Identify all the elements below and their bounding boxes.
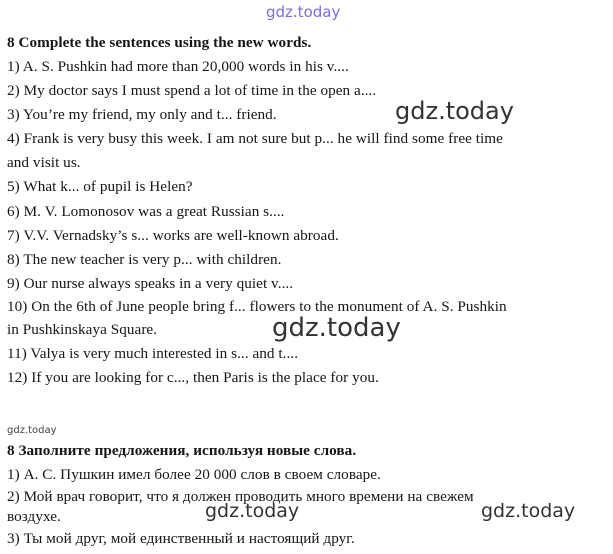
sentence-5: 5) What k... of pupil is Helen?: [7, 178, 193, 195]
sentence-8: 8) The new teacher is very p... with children.: [7, 251, 282, 268]
sentence-7: 7) V.V. Vernadsky’s s... works are well-known abroad.: [7, 227, 339, 244]
watermark-bottom-right: gdz.today: [481, 500, 576, 522]
watermark-mid-1: gdz.today: [395, 97, 514, 125]
sentence-11: 11) Valya is very much interested in s... and t....: [7, 345, 299, 362]
watermark-top: gdz.today: [266, 3, 341, 21]
sentence-10-continued: in Pushkinskaya Square.: [7, 321, 158, 338]
sentence-6: 6) M. V. Lomonosov was a great Russian s....: [7, 203, 285, 220]
sentence-12: 12) If you are looking for c..., then Paris is the place for you.: [7, 369, 379, 386]
sentence-4: 4) Frank is very busy this week. I am not sure but p... he will find some free time: [7, 130, 503, 147]
sentence-1: 1) A. S. Pushkin had more than 20,000 words in his v....: [7, 58, 349, 75]
translation-1: 1) А. С. Пушкин имел более 20 000 слов в своем словаре.: [7, 466, 381, 483]
sentence-3: 3) You’re my friend, my only and t... friend.: [7, 106, 277, 123]
sentence-10: 10) On the 6th of June people bring f... flowers to the monument of A. S. Pushkin: [7, 298, 507, 315]
translation-3: 3) Ты мой друг, мой единственный и настоящий друг.: [7, 530, 355, 547]
translation-2-continued: воздухе.: [7, 508, 61, 525]
exercise-heading-english: 8 Complete the sentences using the new words.: [7, 34, 312, 51]
watermark-bottom-left: gdz.today: [205, 500, 300, 522]
watermark-small: gdz.today: [7, 425, 57, 436]
exercise-heading-russian: 8 Заполните предложения, используя новые слова.: [7, 442, 357, 459]
watermark-mid-2: gdz.today: [272, 313, 401, 343]
sentence-9: 9) Our nurse always speaks in a very quiet v....: [7, 275, 294, 292]
translation-2: 2) Мой врач говорит, что я должен проводить много времени на свежем: [7, 488, 474, 505]
sentence-4-continued: and visit us.: [7, 154, 81, 171]
sentence-2: 2) My doctor says I must spend a lot of time in the open a....: [7, 82, 377, 99]
